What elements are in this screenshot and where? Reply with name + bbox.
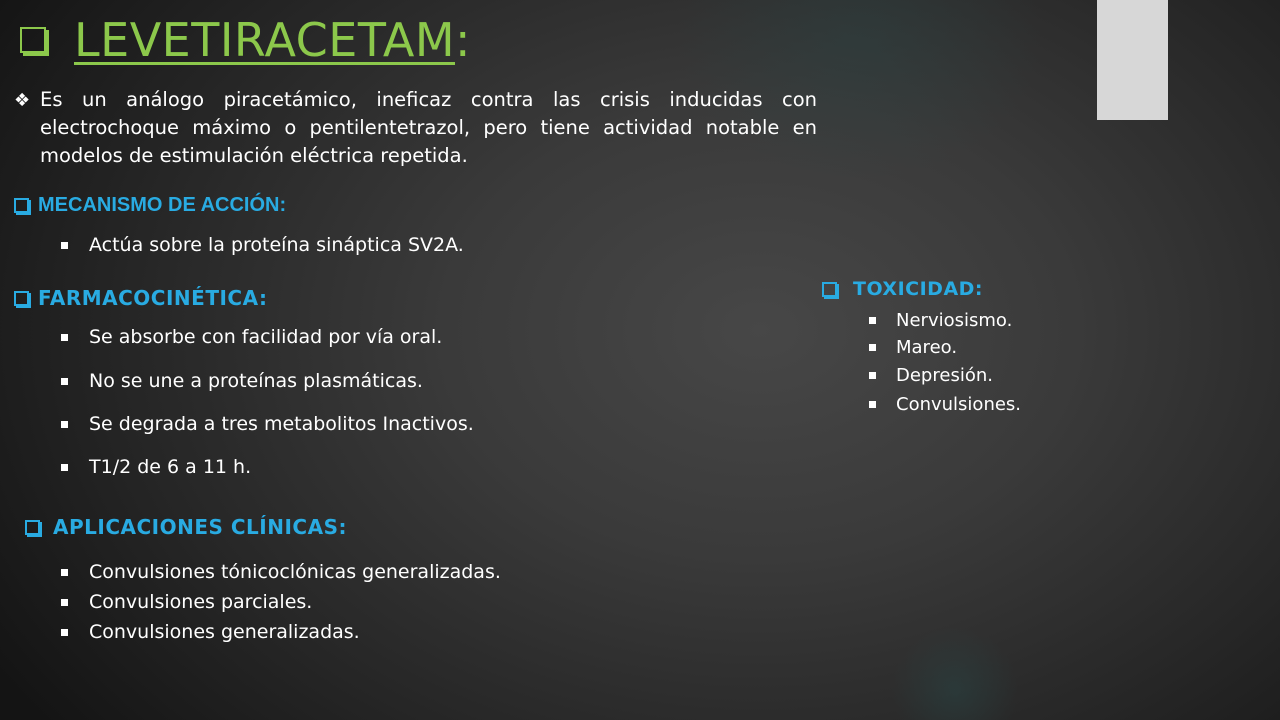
heading-farmacocinetica bbox=[14, 286, 267, 310]
square-bullet-icon bbox=[61, 378, 68, 385]
title-text: LEVETIRACETAM bbox=[74, 13, 456, 67]
heading-checkbox-icon bbox=[14, 198, 29, 213]
heading-aplicaciones bbox=[25, 515, 347, 539]
heading-mecanismo bbox=[14, 194, 286, 217]
square-bullet-icon bbox=[61, 569, 68, 576]
list-item-text: Se absorbe con facilidad por vía oral. bbox=[89, 326, 443, 348]
heading-checkbox-icon bbox=[14, 291, 29, 306]
list-item-text: Convulsiones. bbox=[896, 394, 1022, 415]
heading-aplicaciones-text: APLICACIONES CLÍNICAS: bbox=[53, 515, 347, 539]
corner-decoration-block bbox=[1097, 0, 1168, 120]
list-item-farmacocinetica-1 bbox=[61, 326, 442, 348]
square-bullet-icon bbox=[869, 317, 876, 324]
intro-paragraph: Es un análogo piracetámico, ineficaz contra las crisis inducidas con electrochoque máximo o pentilentetrazol, pero tiene actividad notable en modelos de estimulación eléctrica repetida. bbox=[40, 88, 817, 167]
list-item-farmacocinetica-2 bbox=[61, 370, 423, 392]
heading-mecanismo-text: MECANISMO DE ACCIÓN: bbox=[38, 194, 287, 216]
square-bullet-icon bbox=[869, 344, 876, 351]
slide-title bbox=[14, 8, 471, 72]
square-bullet-icon bbox=[869, 401, 876, 408]
square-bullet-icon bbox=[61, 464, 68, 471]
list-item-mecanismo-1 bbox=[61, 234, 464, 256]
list-item-text: Nerviosismo. bbox=[896, 310, 1013, 331]
list-item-farmacocinetica-4 bbox=[61, 456, 251, 478]
list-item-text: Se degrada a tres metabolitos Inactivos. bbox=[89, 413, 474, 435]
list-item-toxicidad-3 bbox=[869, 365, 993, 386]
square-bullet-icon bbox=[61, 334, 68, 341]
list-item-aplicaciones-3 bbox=[61, 621, 360, 643]
list-item-toxicidad-2 bbox=[869, 337, 957, 358]
list-item-text: Convulsiones generalizadas. bbox=[89, 621, 360, 643]
list-item-text: Actúa sobre la proteína sináptica SV2A. bbox=[89, 234, 464, 256]
heading-toxicidad bbox=[822, 278, 983, 300]
heading-checkbox-icon bbox=[25, 520, 40, 535]
heading-farmacocinetica-text: FARMACOCINÉTICA: bbox=[38, 286, 268, 310]
square-bullet-icon bbox=[869, 372, 876, 379]
list-item-text: Depresión. bbox=[896, 365, 993, 386]
list-item-text: T1/2 de 6 a 11 h. bbox=[89, 456, 252, 478]
square-bullet-icon bbox=[61, 242, 68, 249]
four-diamond-bullet-icon: ❖ bbox=[14, 90, 31, 111]
square-bullet-icon bbox=[61, 599, 68, 606]
list-item-toxicidad-1 bbox=[869, 310, 1012, 331]
list-item-text: No se une a proteínas plasmáticas. bbox=[89, 370, 423, 392]
square-bullet-icon bbox=[61, 629, 68, 636]
list-item-text: Mareo. bbox=[896, 337, 958, 358]
list-item-aplicaciones-2 bbox=[61, 591, 312, 613]
list-item-text: Convulsiones parciales. bbox=[89, 591, 313, 613]
list-item-farmacocinetica-3 bbox=[61, 413, 474, 435]
heading-checkbox-icon bbox=[822, 282, 837, 297]
title-checkbox-icon bbox=[20, 27, 46, 53]
square-bullet-icon bbox=[61, 421, 68, 428]
list-item-text: Convulsiones tónicoclónicas generalizadas. bbox=[89, 561, 501, 583]
list-item-aplicaciones-1 bbox=[61, 561, 501, 583]
title-colon: : bbox=[455, 13, 471, 67]
heading-toxicidad-text: TOXICIDAD: bbox=[853, 278, 984, 300]
list-item-toxicidad-4 bbox=[869, 394, 1021, 415]
